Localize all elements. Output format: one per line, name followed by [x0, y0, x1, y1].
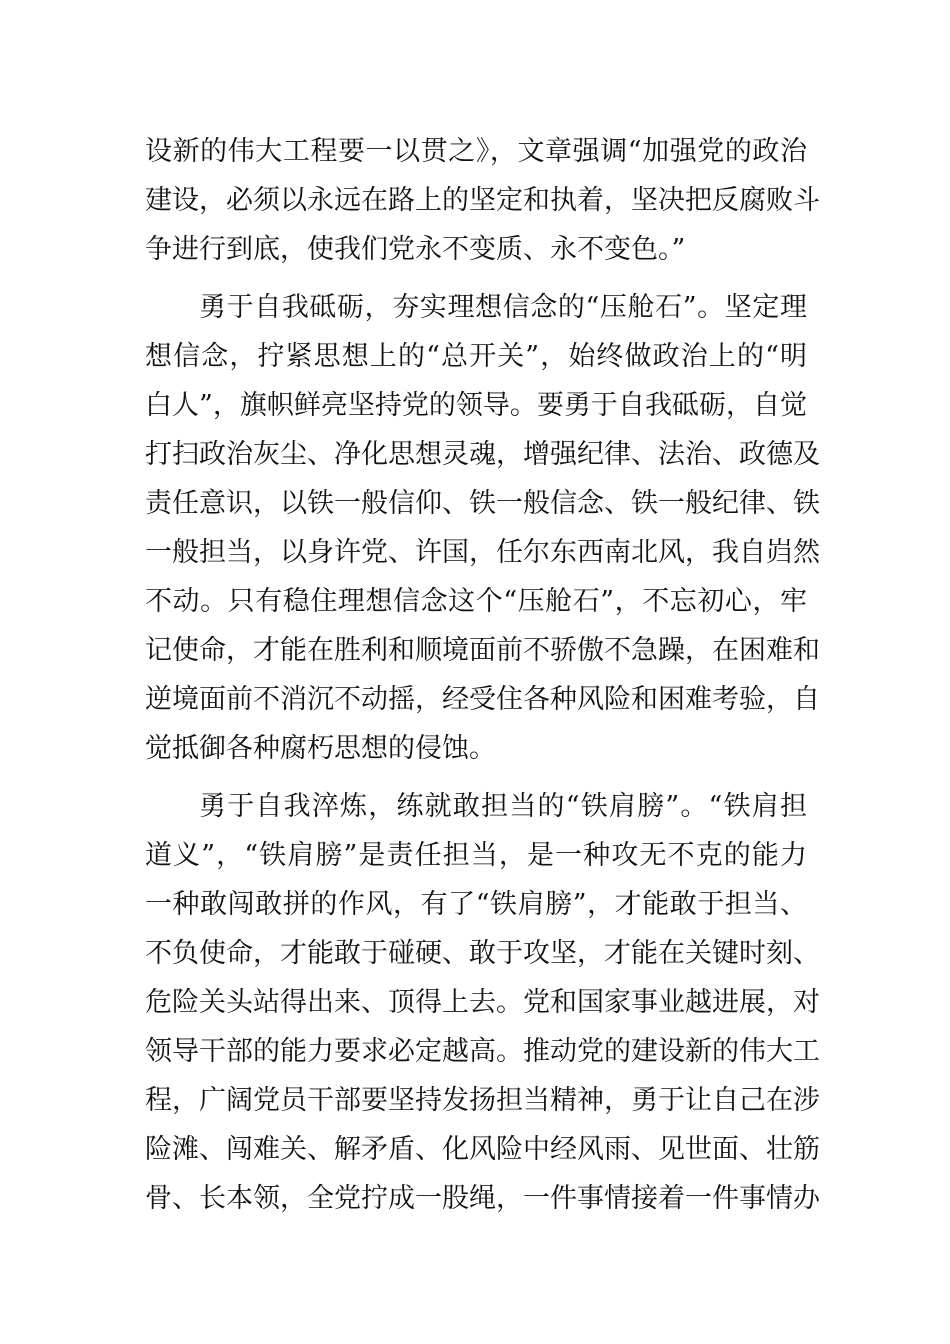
text-line: 勇于自我砥砺，夯实理想信念的“压舱石”。坚定理 [199, 292, 807, 323]
text-line: 责任意识，以铁一般信仰、铁一般信念、铁一般纪律、铁 [145, 488, 820, 519]
document-body [145, 127, 820, 1223]
text-line: 一种敢闯敢拼的作风，有了“铁肩膀”，才能敢于担当、 [145, 889, 807, 920]
text-line: 打扫政治灰尘、净化思想灵魂，增强纪律、法治、政德及 [145, 439, 820, 470]
paragraph-3 [145, 782, 820, 1223]
text-line: 逆境面前不消沉不动摇，经受住各种风险和困难考验，自 [145, 684, 820, 715]
text-line: 道义”，“铁肩膀”是责任担当，是一种攻无不克的能力 [145, 840, 807, 871]
text-line: 不动。只有稳住理想信念这个“压舱石”，不忘初心，牢 [145, 586, 807, 617]
text-line: 险滩、闯难关、解矛盾、化风险中经风雨、见世面、壮筋 [145, 1134, 820, 1165]
text-line: 觉抵御各种腐朽思想的侵蚀。 [145, 733, 496, 764]
paragraph-2 [145, 283, 820, 773]
text-line: 领导干部的能力要求必定越高。推动党的建设新的伟大工 [145, 1036, 820, 1067]
text-line: 一般担当，以身许党、许国，任尔东西南北风，我自岿然 [145, 537, 820, 568]
text-line: 危险关头站得出来、顶得上去。党和国家事业越进展，对 [145, 987, 820, 1018]
paragraph-1 [145, 127, 820, 274]
text-line: 设新的伟大工程要一以贯之》，文章强调“加强党的政治 [145, 136, 807, 167]
text-line: 勇于自我淬炼，练就敢担当的“铁肩膀”。“铁肩担 [199, 791, 807, 822]
text-line: 白人”，旗帜鲜亮坚持党的领导。要勇于自我砥砺，自觉 [145, 390, 807, 421]
text-line: 想信念，拧紧思想上的“总开关”，始终做政治上的“明 [145, 341, 807, 372]
text-line: 程，广阔党员干部要坚持发扬担当精神，勇于让自己在涉 [145, 1085, 820, 1116]
text-line: 记使命，才能在胜利和顺境面前不骄傲不急躁，在困难和 [145, 635, 820, 666]
text-line: 骨、长本领，全党拧成一股绳，一件事情接着一件事情办 [145, 1183, 820, 1214]
text-line: 不负使命，才能敢于碰硬、敢于攻坚，才能在关键时刻、 [145, 938, 820, 969]
text-line: 建设，必须以永远在路上的坚定和执着，坚决把反腐败斗 [145, 185, 820, 216]
text-line: 争进行到底，使我们党永不变质、永不变色。” [145, 234, 686, 265]
